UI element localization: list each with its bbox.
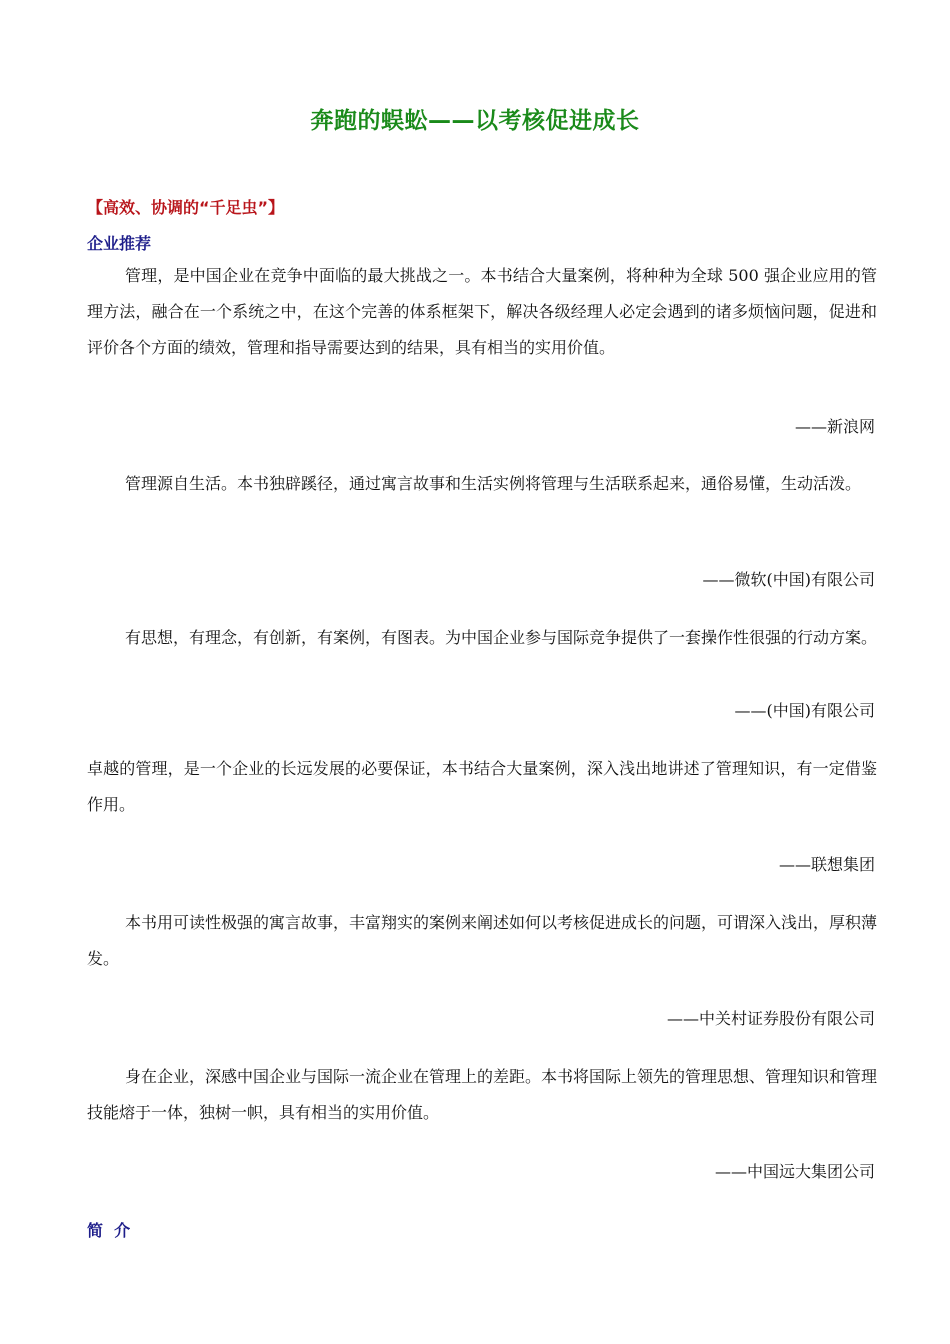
endorsement-text: 管理，是中国企业在竞争中面临的最大挑战之一。本书结合大量案例，将种种为全球 500 强企业应用的管理方法，融合在一个系统之中，在这个完善的体系框架下，解决各级经理人必定会遇到的诸多烦恼问题，促进和评价各个方面的绩效，管理和指导需要达到的结果，具有相当的实用价值。	[87, 266, 877, 357]
section-heading: 【高效、协调的“千足虫”】	[87, 198, 285, 217]
endorsement-source: ——新浪网	[794, 417, 875, 436]
endorsement-text: 有思想，有理念，有创新，有案例，有图表。为中国企业参与国际竞争提供了一套操作性很强的行动方案。	[125, 628, 878, 647]
endorsement-text: 身在企业，深感中国企业与国际一流企业在管理上的差距。本书将国际上领先的管理思想、管理知识和管理技能熔于一体，独树一帜，具有相当的实用价值。	[87, 1067, 878, 1122]
endorsement-text: 本书用可读性极强的寓言故事，丰富翔实的案例来阐述如何以考核促进成长的问题，可谓深入浅出，厚积薄发。	[87, 913, 878, 968]
endorsement-source: ——(中国)有限公司	[734, 701, 875, 720]
recommend-heading: 企业推荐	[87, 234, 152, 253]
intro-heading: 简 介	[87, 1221, 131, 1240]
endorsement-source: ——微软(中国)有限公司	[702, 570, 875, 589]
document-title: 奔跑的蜈蚣——以考核促进成长	[310, 108, 640, 134]
endorsement-source: ——联想集团	[778, 855, 875, 874]
endorsement-source: ——中关村证券股份有限公司	[666, 1009, 875, 1028]
endorsement-source: ——中国远大集团公司	[714, 1162, 875, 1181]
endorsement-text: 卓越的管理，是一个企业的长远发展的必要保证，本书结合大量案例，深入浅出地讲述了管理知识，有一定借鉴作用。	[87, 759, 877, 814]
endorsement-text: 管理源自生活。本书独辟蹊径，通过寓言故事和生活实例将管理与生活联系起来，通俗易懂，生动活泼。	[125, 474, 862, 493]
